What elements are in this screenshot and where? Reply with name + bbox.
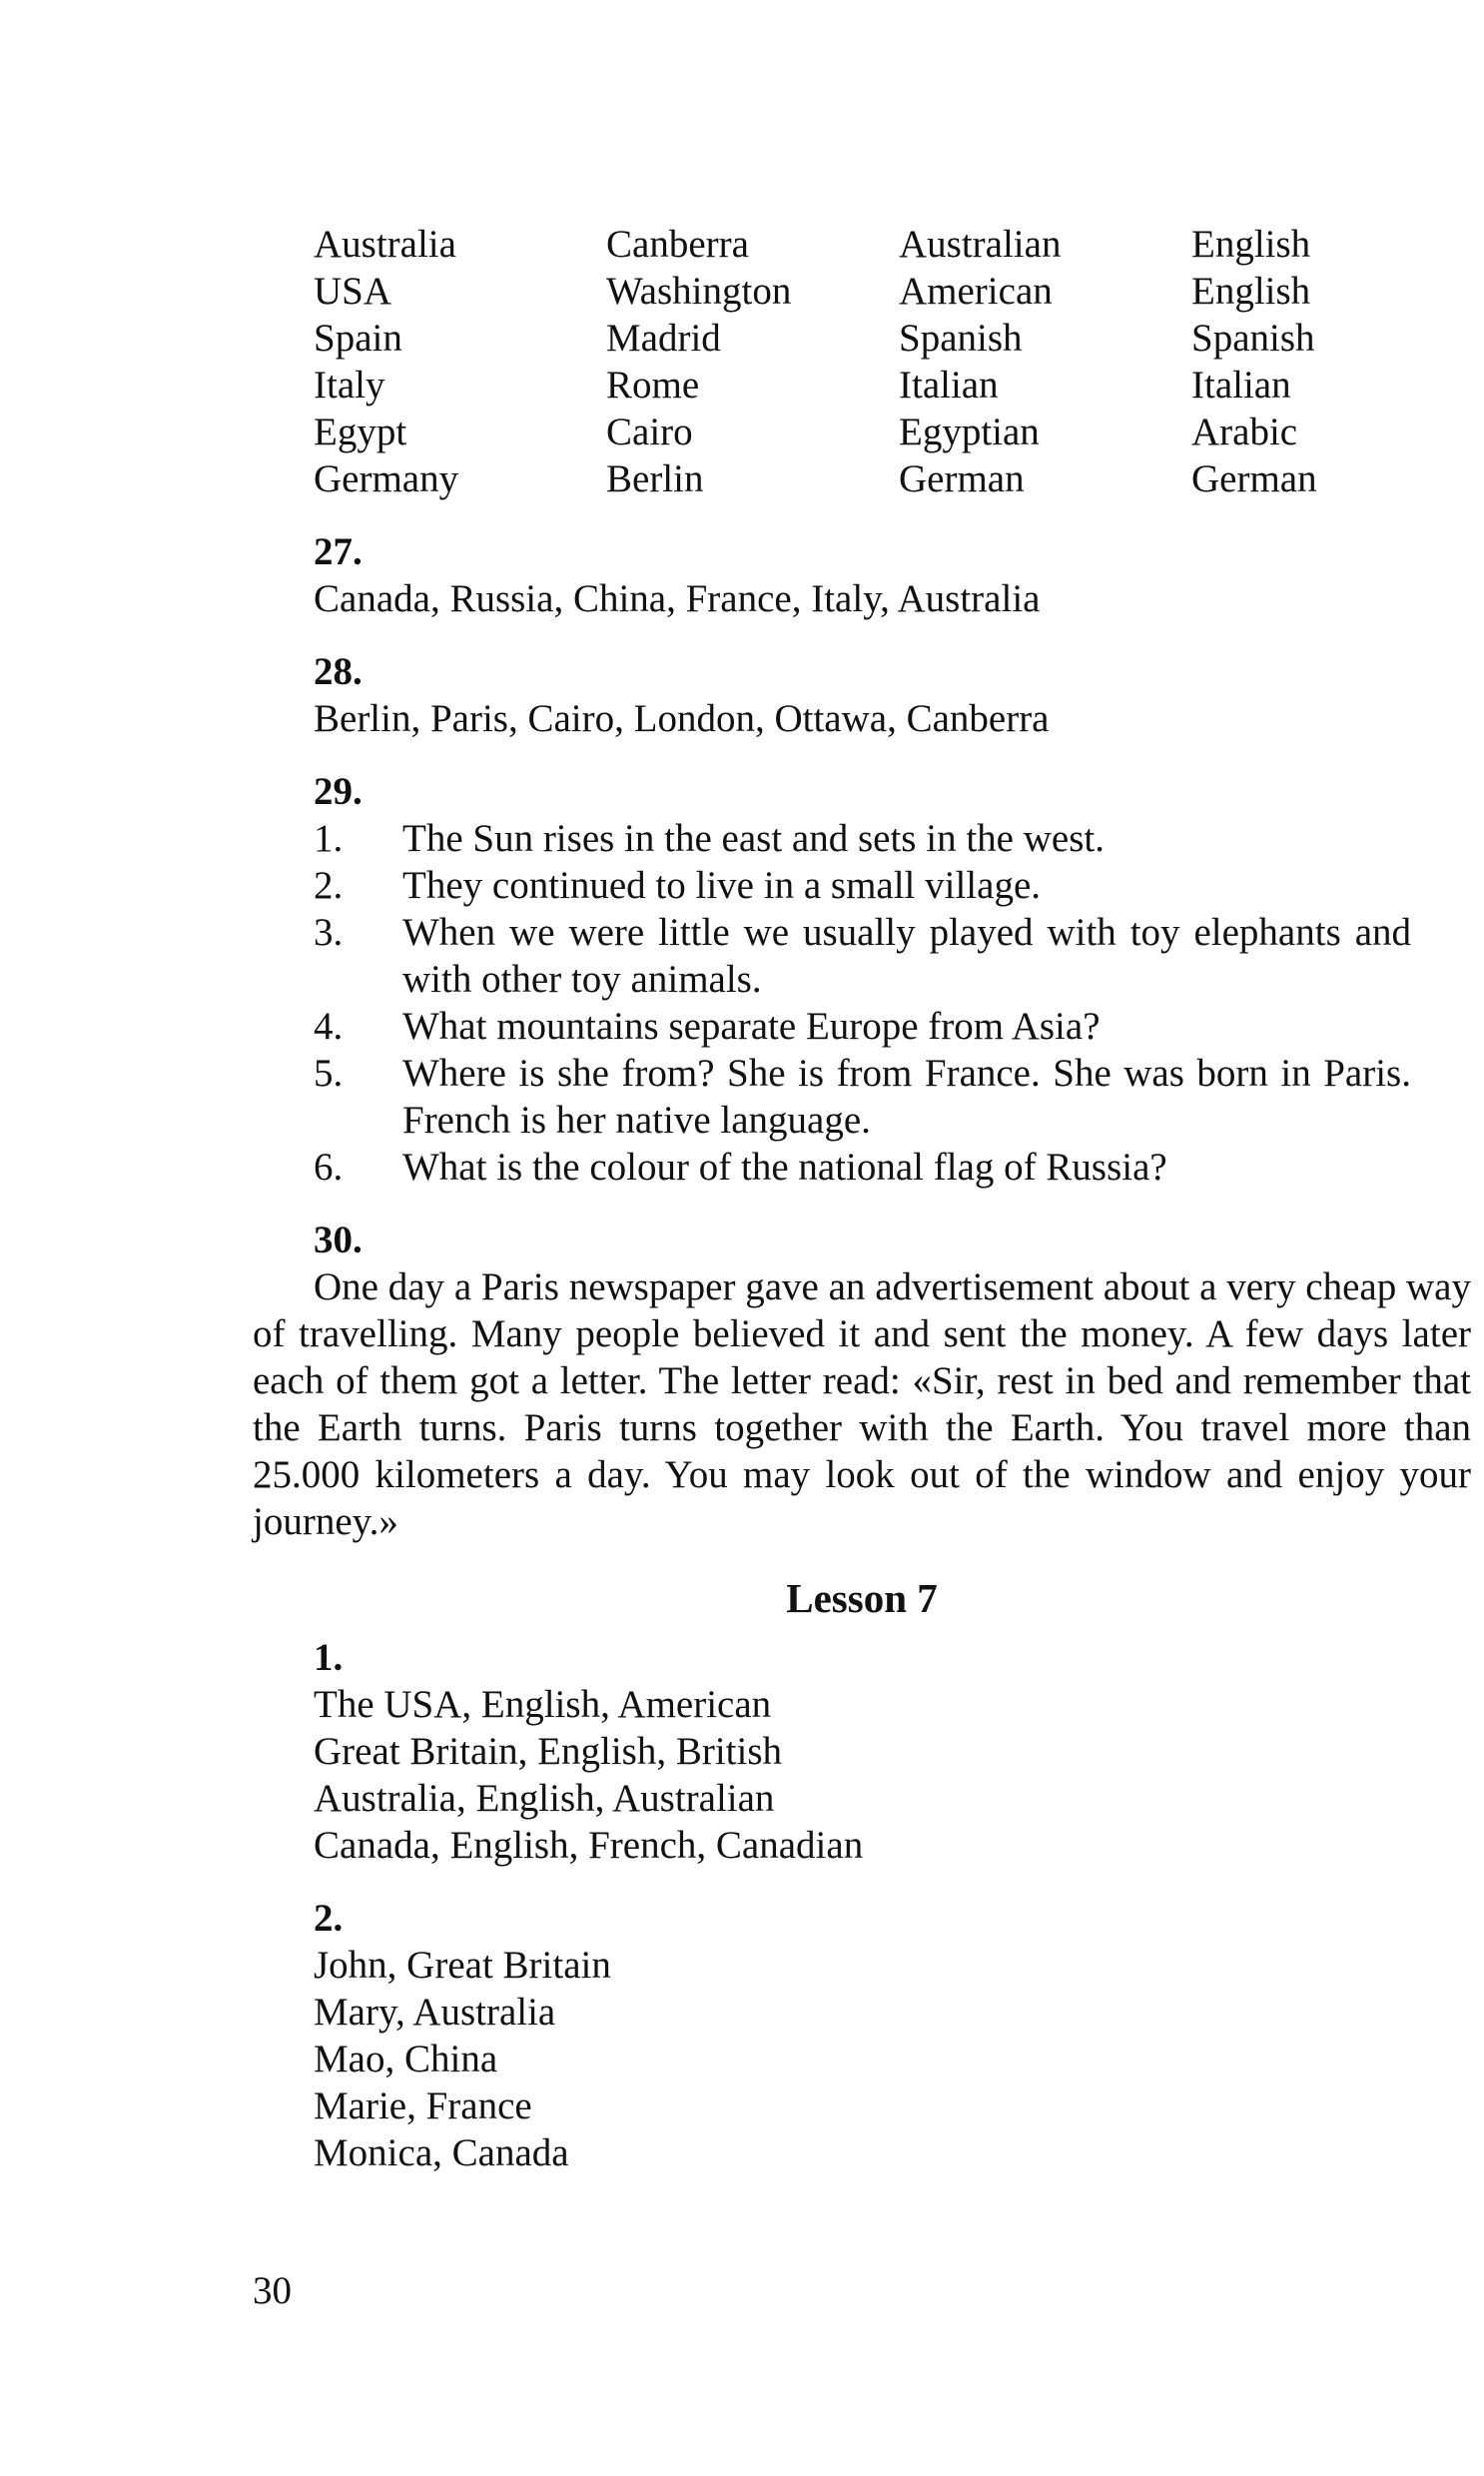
answer-line: Monica, Canada xyxy=(314,2131,569,2174)
page-number: 30 xyxy=(253,2269,292,2312)
capital-cell: Washington xyxy=(606,270,792,313)
exercise-27 xyxy=(253,528,1471,622)
capital-cell: Canberra xyxy=(606,223,749,266)
nationality-cell: American xyxy=(899,270,1053,313)
list-item xyxy=(314,1003,1411,1050)
country-table xyxy=(314,221,1391,502)
item-text: What is the colour of the national flag of Russia? xyxy=(402,1146,1167,1189)
nationality-cell: Egyptian xyxy=(899,411,1040,453)
country-cell: Spain xyxy=(314,317,402,360)
item-text: What mountains separate Europe from Asia? xyxy=(402,1005,1101,1048)
exercise-28 xyxy=(253,648,1471,742)
exercise-answer: Canada, Russia, China, France, Italy, Australia xyxy=(314,577,1041,620)
table-row xyxy=(314,455,1391,502)
language-cell: Arabic xyxy=(1191,411,1298,453)
language-cell: German xyxy=(1191,457,1317,500)
item-text: When we were little we usually played with toy elephants and with other toy animals. xyxy=(402,911,1411,1001)
item-number: 6. xyxy=(314,1146,344,1189)
exercise-number: 1. xyxy=(314,1636,344,1679)
answer-line: John, Great Britain xyxy=(314,1944,611,1987)
table-row xyxy=(314,409,1391,455)
page-content xyxy=(253,221,1471,2176)
language-cell: English xyxy=(1191,270,1311,313)
country-cell: Egypt xyxy=(314,411,407,453)
exercise-number: 28. xyxy=(314,650,363,693)
exercise-number: 27. xyxy=(314,530,363,573)
answer-line: The USA, English, American xyxy=(314,1683,772,1726)
country-cell: Italy xyxy=(314,364,385,407)
nationality-cell: Italian xyxy=(899,364,999,407)
language-cell: Spanish xyxy=(1191,317,1315,360)
capital-cell: Rome xyxy=(606,364,700,407)
exercise-number: 29. xyxy=(314,770,363,813)
item-number: 2. xyxy=(314,864,344,907)
lesson-exercise-2 xyxy=(253,1895,1471,2176)
list-item xyxy=(314,1050,1411,1144)
lesson-title: Lesson 7 xyxy=(786,1575,938,1621)
answer-line: Great Britain, English, British xyxy=(314,1730,783,1773)
answer-line: Mao, China xyxy=(314,2038,498,2080)
country-cell: USA xyxy=(314,270,392,313)
item-text: The Sun rises in the east and sets in the west. xyxy=(402,817,1105,860)
list-item xyxy=(314,1144,1411,1191)
item-text: They continued to live in a small village. xyxy=(402,864,1042,907)
exercise-number: 2. xyxy=(314,1897,344,1940)
table-row xyxy=(314,315,1391,362)
language-cell: English xyxy=(1191,223,1311,266)
country-cell: Australia xyxy=(314,223,456,266)
answer-line: Canada, English, French, Canadian xyxy=(314,1824,864,1867)
item-number: 4. xyxy=(314,1005,344,1048)
sentence-list xyxy=(253,815,1471,1191)
exercise-30 xyxy=(253,1217,1471,1545)
list-item xyxy=(314,909,1411,1003)
table-row xyxy=(314,268,1391,315)
nationality-cell: German xyxy=(899,457,1025,500)
capital-cell: Madrid xyxy=(606,317,721,360)
lesson-exercise-1 xyxy=(253,1634,1471,1869)
exercise-29 xyxy=(253,768,1471,1191)
answer-line: Mary, Australia xyxy=(314,1991,556,2034)
exercise-answer: Berlin, Paris, Cairo, London, Ottawa, Canberra xyxy=(314,697,1050,740)
item-text: Where is she from? She is from France. She was born in Paris. French is her native language. xyxy=(402,1052,1411,1142)
list-item xyxy=(314,815,1411,862)
capital-cell: Cairo xyxy=(606,411,693,453)
story-paragraph: One day a Paris newspaper gave an advertisement about a very cheap way of travelling. Many people believed it and sent the money. A few days later each of them got a letter. The letter read: «Sir, rest in bed and remember that the Earth turns. Paris turns together with the Earth. You travel more than 25.000 kilometers a day. You may look out of the window and enjoy your journey.» xyxy=(253,1265,1471,1543)
country-cell: Germany xyxy=(314,457,459,500)
item-number: 5. xyxy=(314,1052,344,1095)
nationality-cell: Spanish xyxy=(899,317,1023,360)
table-row xyxy=(314,221,1391,268)
answer-line: Australia, English, Australian xyxy=(314,1777,775,1820)
item-number: 1. xyxy=(314,817,344,860)
capital-cell: Berlin xyxy=(606,457,704,500)
list-item xyxy=(314,862,1411,909)
language-cell: Italian xyxy=(1191,364,1291,407)
nationality-cell: Australian xyxy=(899,223,1062,266)
exercise-number: 30. xyxy=(314,1219,363,1261)
table-row xyxy=(314,362,1391,409)
answer-line: Marie, France xyxy=(314,2084,532,2127)
item-number: 3. xyxy=(314,911,344,954)
